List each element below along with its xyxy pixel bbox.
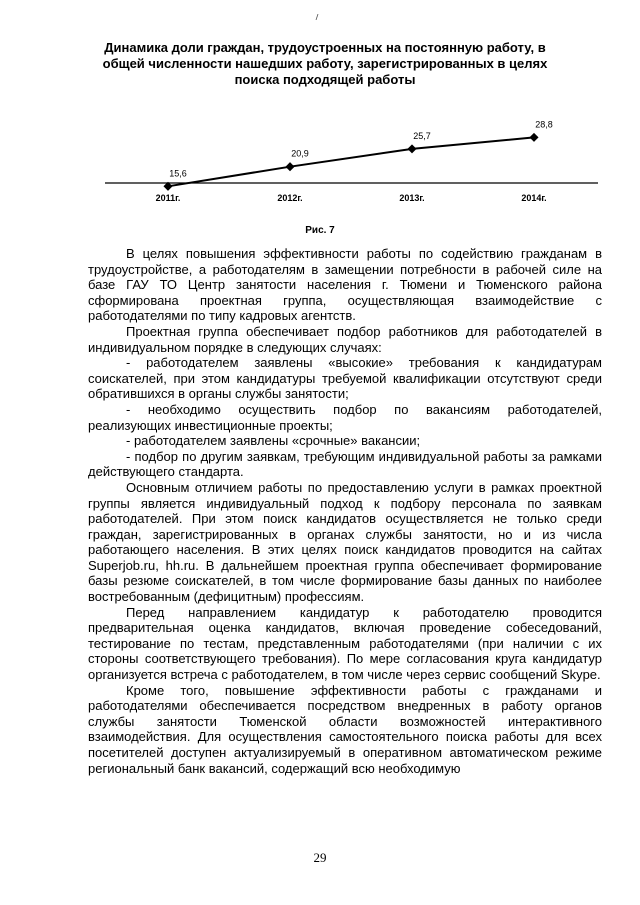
- data-value-label: 20,9: [291, 148, 309, 159]
- paragraph: Проектная группа обеспечивает подбор работников для работодателей в индивидуальном порядке в следующих случаях:: [88, 323, 602, 355]
- chart-title: Динамика доли граждан, трудоустроенных на постоянную работу, в общей численности нашедших работу, зарегистрированных в целях поиска подходящей работы: [102, 40, 548, 87]
- x-tick-label: 2011г.: [155, 193, 181, 203]
- x-tick-label: 2014г.: [521, 193, 547, 203]
- data-point-marker: [529, 133, 538, 142]
- paragraph: Перед направлением кандидатур к работодателю проводится предварительная оценка кандидатов, включая проведение собеседований, тестирование по тестам, представленным работодателями (при наличии с их стороны соответствующего требования). По мере согласования круга кандидатур организуется встреча с работодателем, в том числе через сервис сообщений Skype.: [88, 604, 602, 683]
- bullet-item: - подбор по другим заявкам, требующим индивидуальной работы за рамками действующего стандарта.: [88, 448, 602, 480]
- x-tick-label: 2013г.: [399, 193, 425, 203]
- bullet-item: - работодателем заявлены «высокие» требования к кандидатурам соискателей, при этом кандидатуры требуемой квалификации отсутствуют среди обратившихся в органы службы занятости;: [88, 355, 602, 402]
- page-number: 29: [313, 850, 327, 865]
- figure-caption: Рис. 7: [305, 225, 335, 236]
- data-point-marker: [285, 162, 294, 171]
- series-line: [168, 137, 534, 186]
- paragraph: Кроме того, повышение эффективности работы с гражданами и работодателями обеспечивается посредством внедренных в работу органов службы занятости Тюменской области возможностей интерактивного взаимодействия. Для осуществления самостоятельного поиска работы для всех посетителей доступен актуализируемый в оперативном автоматическом режиме региональный банк вакансий, содержащий всю необходимую: [88, 682, 602, 776]
- data-value-label: 25,7: [413, 130, 431, 141]
- bullet-item: - работодателем заявлены «срочные» вакансии;: [126, 433, 421, 449]
- body-text: [88, 246, 602, 776]
- bullet-item: - необходимо осуществить подбор по вакансиям работодателей, реализующих инвестиционные проекты;: [88, 401, 602, 433]
- data-value-labels: [169, 119, 553, 178]
- data-point-marker: [407, 144, 416, 153]
- line-chart: [0, 0, 640, 215]
- x-tick-labels: [156, 193, 547, 203]
- x-tick-label: 2012г.: [277, 193, 303, 203]
- data-value-label: 15,6: [169, 168, 187, 179]
- paragraph: Основным отличием работы по предоставлению услуги в рамках проектной группы является индивидуальный подход к подбору персонала по заявкам работодателей. При этом поиск кандидатов осуществляется не только среди граждан, зарегистрированных в органах службы занятости, но и из числа работающего населения. В этих целях поиск кандидатов проводится на сайтах Superjob.ru, hh.ru. В дальнейшем проектная группа обеспечивает формирование базы резюме соискателей, в том числе формирование базы данных по наиболее востребованным (дефицитным) профессиям.: [88, 479, 602, 605]
- data-value-label: 28,8: [535, 119, 553, 130]
- paragraph: В целях повышения эффективности работы по содействию гражданам в трудоустройстве, а работодателям в замещении потребности в рабочей силе на базе ГАУ ТО Центр занятости населения г. Тюмени и Тюменского района сформирована проектная группа, осуществляющая взаимодействие с работодателями по типу кадровых агентств.: [88, 246, 602, 324]
